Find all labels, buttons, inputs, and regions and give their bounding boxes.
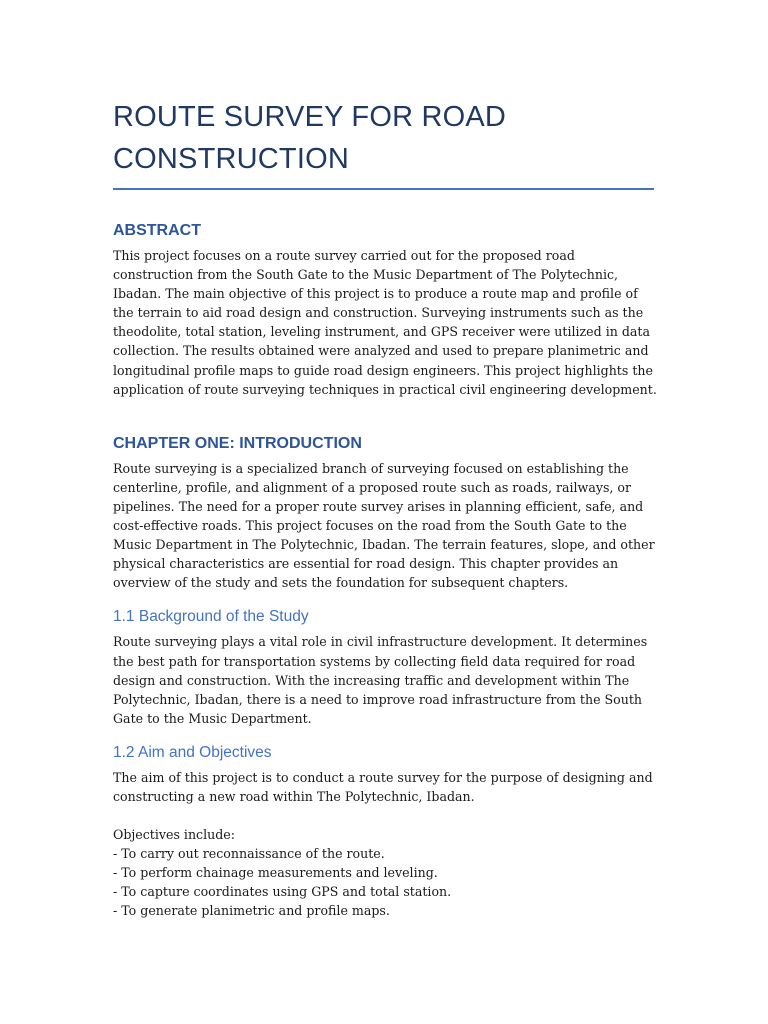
objective-item: - To perform chainage measurements and leveling. bbox=[113, 865, 438, 881]
abstract-heading: ABSTRACT bbox=[113, 222, 201, 239]
document-title bbox=[113, 96, 654, 190]
aim-objectives-heading: 1.2 Aim and Objectives bbox=[113, 743, 272, 761]
chapter-one-text: Route surveying is a specialized branch of surveying focused on establishing the centerline, profile, and alignment of a proposed route such as roads, railways, or pipelines. The need for a proper route survey arises in planning efficient, safe, and cost-effective roads. This project focuses on the road from the South Gate to the Music Department in The Polytechnic, Ibadan. The terrain features, slope, and other physical characteristics are essential for road design. This chapter provides an overview of the study and sets the foundation for subsequent chapters. bbox=[113, 460, 655, 591]
objective-item: - To generate planimetric and profile maps. bbox=[113, 903, 390, 919]
objective-item: - To carry out reconnaissance of the route. bbox=[113, 846, 385, 862]
objective-item: - To capture coordinates using GPS and total station. bbox=[113, 884, 452, 900]
chapter-one-heading: CHAPTER ONE: INTRODUCTION bbox=[113, 434, 362, 452]
title-line-1: ROUTE SURVEY FOR ROAD bbox=[113, 101, 507, 133]
objectives-intro: Objectives include: bbox=[113, 827, 236, 843]
abstract-text: This project focuses on a route survey carried out for the proposed road construction from the South Gate to the Music Department of The Polytechnic, Ibadan. The main objective of this project is to produce a route map and profile of the terrain to aid road design and construction. Surveying instruments such as the theodolite, total station, leveling instrument, and GPS receiver were utilized in data collection. The results obtained were analyzed and used to prepare planimetric and longitudinal profile maps to guide road design engineers. This project highlights the application of route surveying techniques in practical civil engineering development. bbox=[113, 248, 657, 397]
aim-text: The aim of this project is to conduct a route survey for the purpose of designing and constructing a new road within The Polytechnic, Ibadan. bbox=[113, 769, 653, 804]
objectives-list bbox=[113, 844, 655, 920]
background-text: Route surveying plays a vital role in civil infrastructure development. It determines the best path for transportation systems by collecting field data required for road design and construction. With the increasing traffic and development within The Polytechnic, Ibadan, there is a need to improve road infrastructure from the South Gate to the Music Department. bbox=[113, 634, 648, 726]
title-line-2: CONSTRUCTION bbox=[113, 143, 350, 175]
paragraph-gap bbox=[113, 806, 655, 825]
background-heading: 1.1 Background of the Study bbox=[113, 608, 309, 626]
